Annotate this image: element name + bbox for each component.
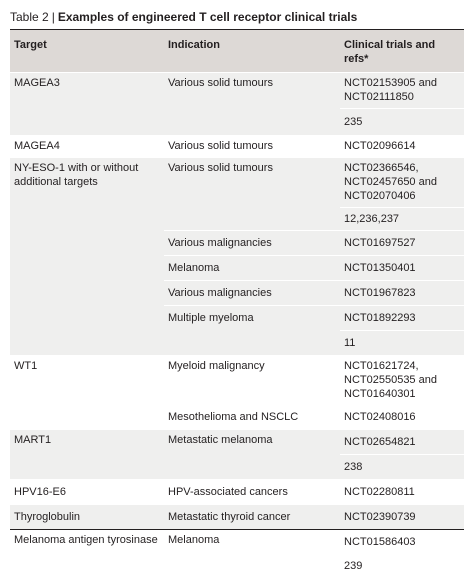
trials-cell: NCT02390739 — [340, 505, 464, 530]
indication-cell: Various solid tumours — [164, 158, 340, 231]
refs-cell: 12,236,237 — [340, 208, 464, 231]
indication-cell: Melanoma — [164, 256, 340, 281]
target-cell: HPV16-E6 — [10, 480, 164, 505]
table-row — [10, 356, 464, 406]
table-caption — [10, 9, 357, 25]
trials-cell: NCT01586403 — [340, 530, 464, 555]
table-row — [10, 530, 464, 555]
clinical-trials-table — [10, 30, 464, 578]
table-row — [10, 480, 464, 505]
table-row — [10, 158, 464, 208]
bottom-rule — [10, 529, 464, 530]
table-title: Examples of engineered T cell receptor clinical trials — [58, 10, 357, 24]
caption-separator: | — [52, 10, 55, 24]
target-cell: MAGEA3 — [10, 73, 164, 136]
trials-cell: NCT02280811 — [340, 480, 464, 505]
trials-cell: NCT02408016 — [340, 405, 464, 430]
header-target: Target — [10, 30, 164, 73]
indication-cell: Multiple myeloma — [164, 306, 340, 356]
target-cell: MART1 — [10, 430, 164, 480]
indication-cell: Metastatic thyroid cancer — [164, 505, 340, 530]
refs-cell: 235 — [340, 109, 464, 136]
header-indication: Indication — [164, 30, 340, 73]
indication-cell: HPV-associated cancers — [164, 480, 340, 505]
refs-cell: 238 — [340, 455, 464, 480]
target-cell: NY-ESO-1 with or without additional targets — [10, 158, 164, 356]
header-trials: Clinical trials and refs* — [340, 30, 464, 73]
table-row — [10, 73, 464, 109]
indication-cell: Myeloid malignancy — [164, 356, 340, 406]
trials-cell: NCT01967823 — [340, 281, 464, 306]
table-row — [10, 430, 464, 455]
trials-cell: NCT01621724, NCT02550535 and NCT01640301 — [340, 356, 464, 406]
target-cell: Melanoma antigen tyrosinase — [10, 530, 164, 578]
indication-cell: Melanoma — [164, 530, 340, 578]
header-row — [10, 30, 464, 73]
table-row — [10, 505, 464, 530]
target-cell: Thyroglobulin — [10, 505, 164, 530]
trials-cell: NCT02366546, NCT02457650 and NCT02070406 — [340, 158, 464, 208]
indication-cell: Mesothelioma and NSCLC — [164, 405, 340, 430]
trials-cell: NCT02654821 — [340, 430, 464, 455]
indication-cell: Metastatic melanoma — [164, 430, 340, 480]
refs-cell: 11 — [340, 331, 464, 356]
trials-cell: NCT01697527 — [340, 231, 464, 256]
indication-cell: Various solid tumours — [164, 136, 340, 158]
target-cell: MAGEA4 — [10, 136, 164, 158]
trials-cell: NCT02153905 and NCT02111850 — [340, 73, 464, 109]
refs-cell: 239 — [340, 554, 464, 578]
trials-cell: NCT01892293 — [340, 306, 464, 331]
target-cell: WT1 — [10, 356, 164, 430]
indication-cell: Various malignancies — [164, 281, 340, 306]
trials-cell: NCT01350401 — [340, 256, 464, 281]
indication-cell: Various solid tumours — [164, 73, 340, 136]
table-number: Table 2 — [10, 10, 49, 24]
indication-cell: Various malignancies — [164, 231, 340, 256]
trials-cell: NCT02096614 — [340, 136, 464, 158]
table-row — [10, 136, 464, 158]
